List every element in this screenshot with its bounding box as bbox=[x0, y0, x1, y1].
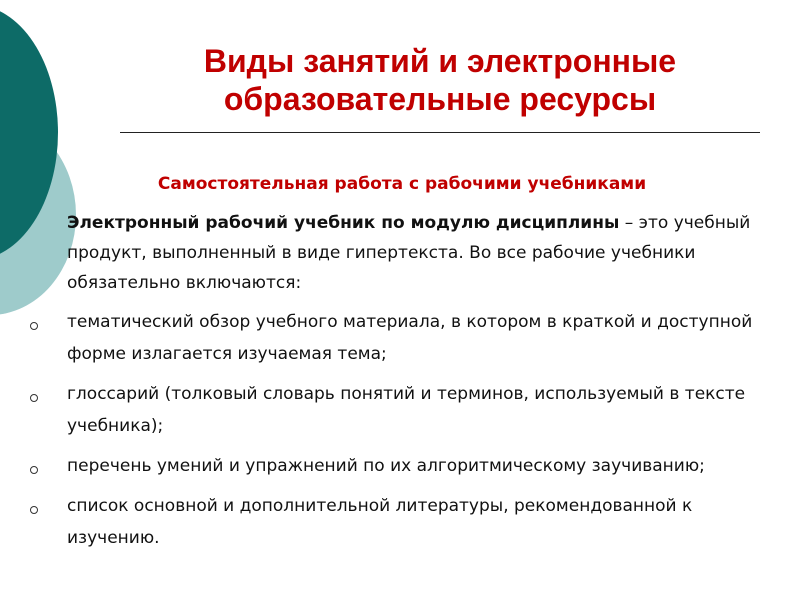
list-item bbox=[67, 490, 767, 554]
list-item bbox=[67, 378, 767, 442]
list-item-text: глоссарий (толковый словарь понятий и терминов, используемый в тексте учебника); bbox=[67, 384, 746, 436]
intro-paragraph bbox=[67, 208, 767, 298]
list-item bbox=[67, 450, 767, 482]
list-item-text: перечень умений и упражнений по их алгоритмическому заучиванию; bbox=[67, 456, 705, 476]
slide-title-line-2: образовательные ресурсы bbox=[223, 81, 657, 117]
bullet-icon bbox=[30, 506, 38, 514]
list-item-text: тематический обзор учебного материала, в котором в краткой и доступной форме излагается изучаемая тема; bbox=[67, 312, 753, 364]
intro-term: Электронный рабочий учебник по модулю дисциплины bbox=[67, 213, 620, 233]
section-subheading: Самостоятельная работа с рабочими учебниками bbox=[157, 174, 647, 194]
title-divider bbox=[120, 132, 760, 133]
list-item bbox=[67, 306, 767, 370]
bullet-icon bbox=[30, 322, 38, 330]
slide-title-line-1: Виды занятий и электронные bbox=[203, 43, 677, 79]
intro-definition: – это учебный продукт, выполненный в виде гипертекста. Во все рабочие учебники обязательно включаются: bbox=[67, 213, 751, 293]
slide-title bbox=[120, 42, 760, 118]
bullet-icon bbox=[30, 466, 38, 474]
list-item-text: список основной и дополнительной литературы, рекомендованной к изучению. bbox=[67, 496, 693, 548]
slide-body bbox=[67, 208, 767, 554]
bullet-list bbox=[67, 306, 767, 554]
bullet-icon bbox=[30, 394, 38, 402]
